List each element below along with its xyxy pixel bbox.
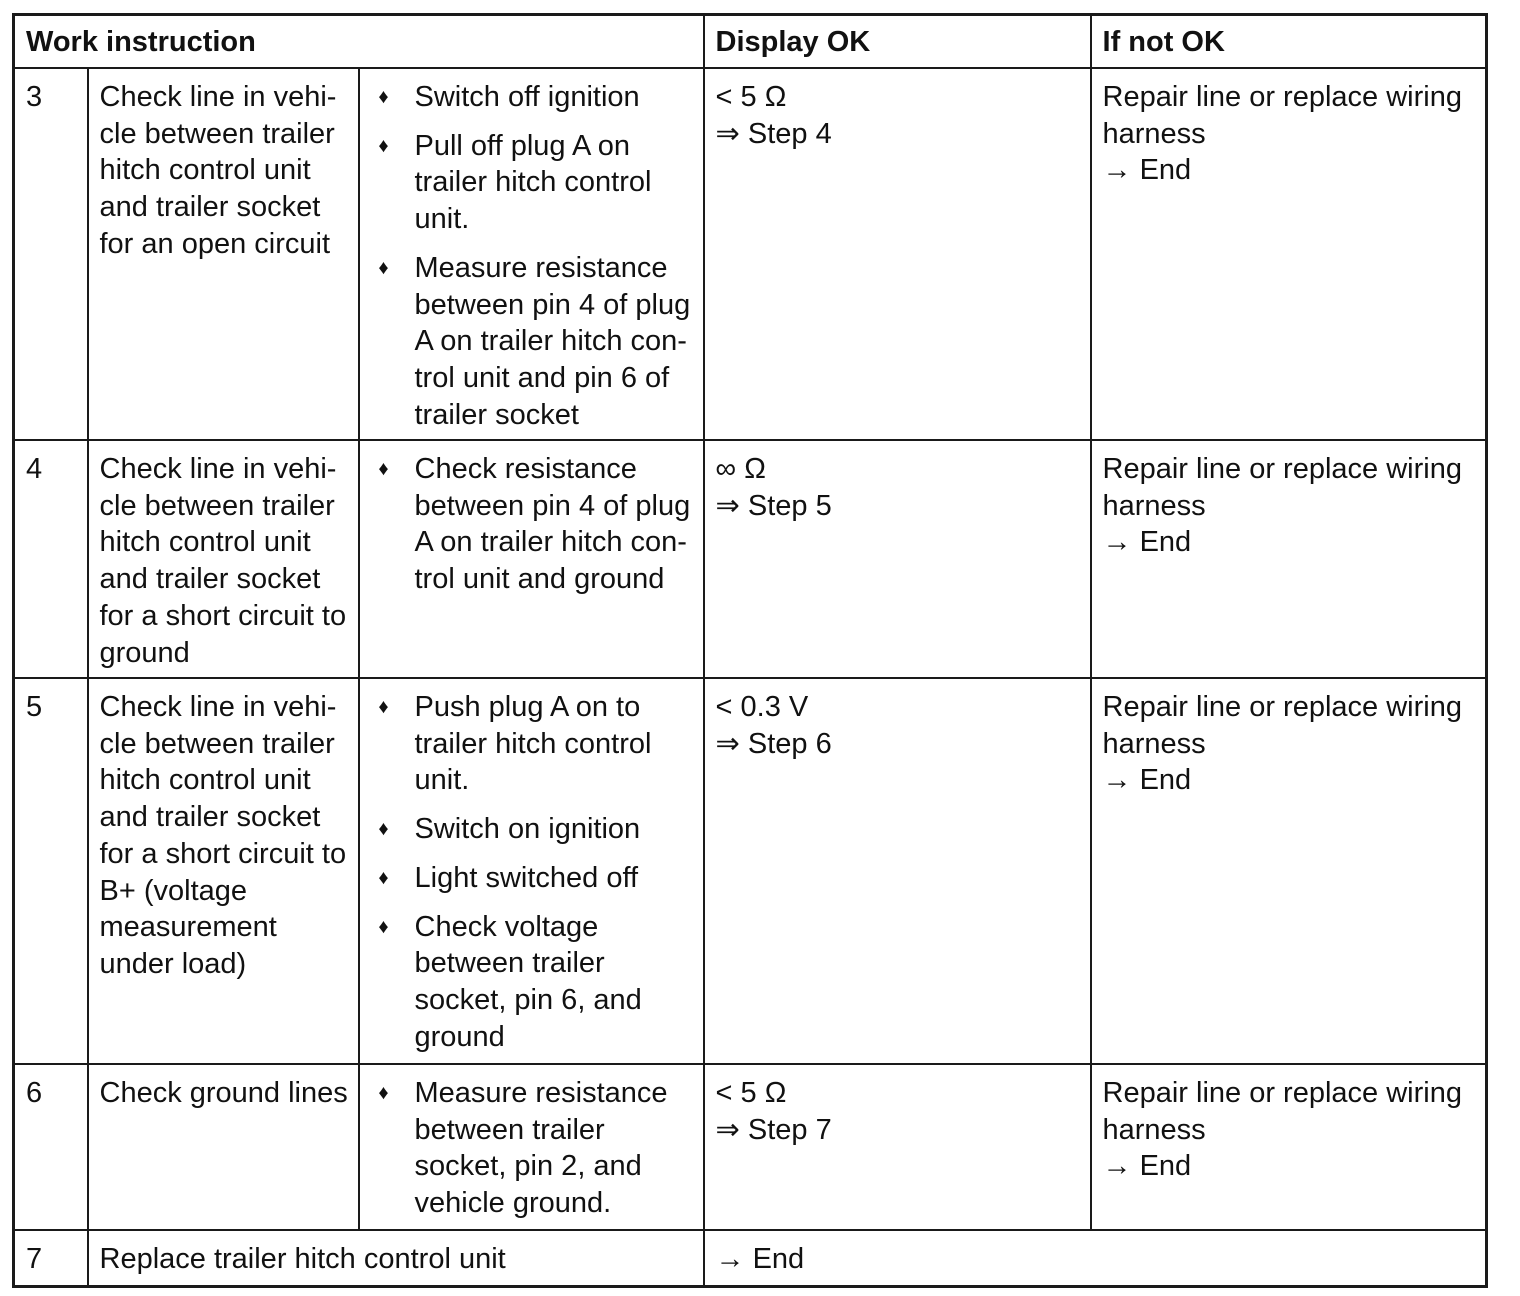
diamond-bullet-icon: ♦ <box>378 818 389 841</box>
if-not-ok-cell <box>1091 678 1487 1064</box>
end-marker: → End <box>1102 1150 1192 1183</box>
action-item <box>374 1075 697 1222</box>
diamond-bullet-icon: ♦ <box>378 256 389 279</box>
step-number: 5 <box>14 678 88 1064</box>
action-item <box>374 451 697 598</box>
step-description <box>88 68 359 440</box>
next-step: ⇒ Step 5 <box>715 489 832 522</box>
action-list-cell <box>359 68 704 440</box>
remedy-text: Repair line or replace wiring harness <box>1102 1077 1462 1146</box>
action-list <box>374 689 697 1055</box>
if-not-ok-cell <box>1091 1064 1487 1230</box>
action-item <box>374 811 697 848</box>
display-ok-cell <box>704 440 1091 678</box>
header-row <box>14 15 1487 69</box>
action-text: Pull off plug A on trailer hitch control unit. <box>414 129 652 236</box>
step-number: 3 <box>14 68 88 440</box>
diamond-bullet-icon: ♦ <box>378 458 389 480</box>
step-description <box>88 440 359 678</box>
if-not-ok-cell <box>1091 68 1487 440</box>
header-display-ok: Display OK <box>704 15 1091 69</box>
remedy-text: Repair line or replace wiring harness <box>1102 691 1462 760</box>
action-list <box>374 1075 697 1222</box>
next-step: ⇒ Step 6 <box>715 727 832 760</box>
action-item <box>374 79 697 116</box>
final-result: → End <box>704 1230 1487 1287</box>
next-step: ⇒ Step 4 <box>715 117 832 150</box>
step-number: 6 <box>14 1064 88 1230</box>
remedy-text: Repair line or replace wiring harness <box>1102 453 1462 522</box>
work-instruction-table <box>12 13 1488 1288</box>
description-text: Check line in vehi-cle between trailer hitch control unit and trailer socket for an open circuit <box>99 81 337 260</box>
end-marker: → End <box>1102 526 1192 559</box>
header-work-instruction: Work instruction <box>14 15 704 69</box>
action-item <box>374 860 697 897</box>
expected-value: ∞ Ω <box>715 453 766 485</box>
table-row <box>14 68 1487 440</box>
header-if-not-ok: If not OK <box>1091 15 1487 69</box>
action-item <box>374 250 697 434</box>
step-description <box>88 1064 359 1230</box>
action-text: Switch off ignition <box>414 81 640 113</box>
diamond-bullet-icon: ♦ <box>378 1082 389 1104</box>
table-row-final <box>14 1230 1487 1287</box>
action-list <box>374 79 697 433</box>
display-ok-cell <box>704 678 1091 1064</box>
action-item <box>374 689 697 799</box>
action-list-cell <box>359 1064 704 1230</box>
action-list-cell <box>359 678 704 1064</box>
end-marker: → End <box>1102 764 1192 797</box>
action-text: Measure resistance between pin 4 of plug A on trailer hitch con-trol unit and pin 6 of trailer socket <box>414 251 691 431</box>
action-text: Push plug A on to trailer hitch control unit. <box>414 691 652 797</box>
description-text: Check line in vehi-cle between trailer hitch control unit and trailer socket for a short circuit to B+ (voltage measurement under load) <box>99 691 347 980</box>
step-description: Replace trailer hitch control unit <box>88 1230 704 1287</box>
step-description <box>88 678 359 1064</box>
step-number: 7 <box>14 1230 88 1287</box>
action-text: Check voltage between trailer socket, pin 6, and ground <box>414 910 642 1053</box>
expected-value: < 5 Ω <box>715 1077 787 1109</box>
diamond-bullet-icon: ♦ <box>378 915 389 938</box>
action-text: Switch on ignition <box>414 813 641 846</box>
expected-value: < 5 Ω <box>715 81 787 113</box>
action-text: Measure resistance between trailer socket, pin 2, and vehicle ground. <box>414 1077 668 1220</box>
display-ok-cell <box>704 68 1091 440</box>
table-row <box>14 440 1487 678</box>
action-item <box>374 128 697 238</box>
action-text: Light switched off <box>414 861 639 894</box>
diamond-bullet-icon: ♦ <box>378 86 389 108</box>
expected-value: < 0.3 V <box>715 691 809 723</box>
next-step: ⇒ Step 7 <box>715 1113 832 1146</box>
step-number: 4 <box>14 440 88 678</box>
description-text: Check ground lines <box>99 1077 348 1109</box>
end-marker: → End <box>1102 154 1192 187</box>
action-item <box>374 909 697 1056</box>
work-instruction-table-container <box>12 13 1485 1285</box>
diamond-bullet-icon: ♦ <box>378 134 389 157</box>
table-row <box>14 678 1487 1064</box>
diamond-bullet-icon: ♦ <box>378 866 389 889</box>
diamond-bullet-icon: ♦ <box>378 696 389 718</box>
remedy-text: Repair line or replace wiring harness <box>1102 81 1462 150</box>
display-ok-cell <box>704 1064 1091 1230</box>
action-list-cell <box>359 440 704 678</box>
action-list <box>374 451 697 598</box>
action-text: Check resistance between pin 4 of plug A on trailer hitch con-trol unit and ground <box>414 453 691 596</box>
if-not-ok-cell <box>1091 440 1487 678</box>
table-row <box>14 1064 1487 1230</box>
description-text: Check line in vehi-cle between trailer hitch control unit and trailer socket for a short circuit to ground <box>99 453 347 669</box>
